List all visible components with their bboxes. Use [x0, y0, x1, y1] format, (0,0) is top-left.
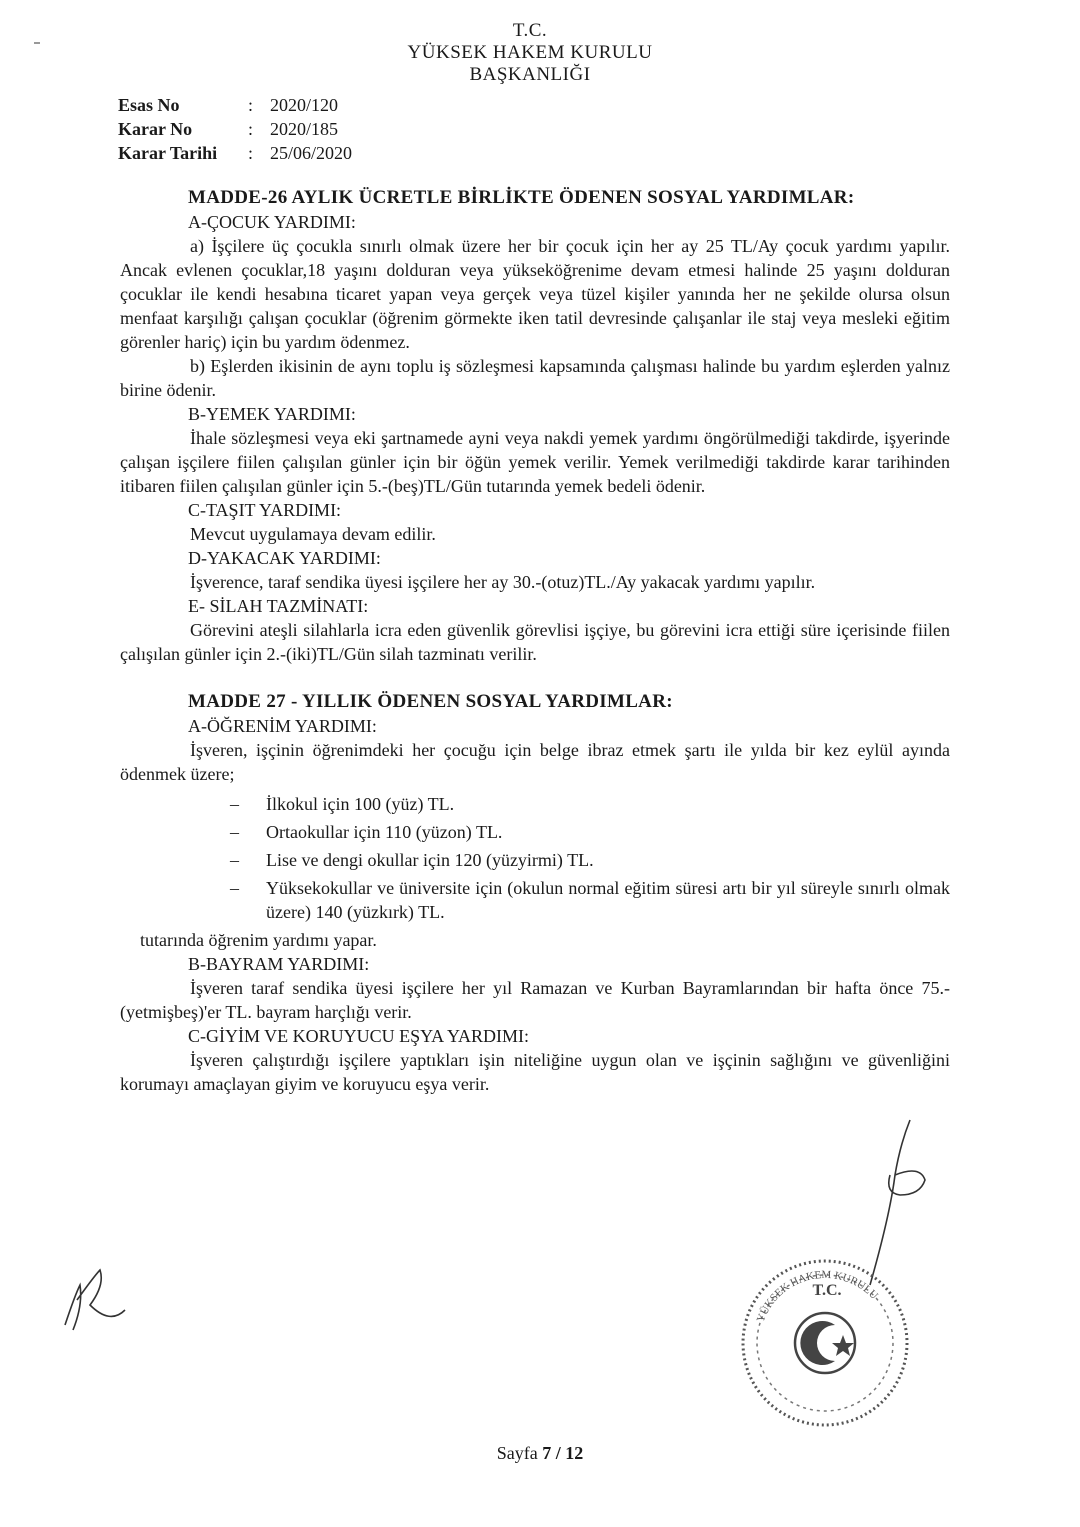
document-body	[120, 186, 950, 1096]
meta-colon: :	[248, 143, 254, 163]
stamp-ring-path: YÜKSEK HAKEM KURULU	[754, 1268, 881, 1324]
header-line-presidency: BAŞKANLIĞI	[469, 64, 591, 85]
stamp-tc-text: T.C.	[812, 1282, 842, 1299]
page-label: Sayfa	[496, 1443, 538, 1463]
list-item: – İlkokul için 100 (yüz) TL.	[230, 792, 950, 816]
meta-value: 25/06/2020	[270, 143, 353, 163]
document-header	[380, 20, 680, 86]
transport-aid-heading: C-TAŞIT YARDIMI:	[188, 500, 342, 520]
fuel-aid-heading: D-YAKACAK YARDIMI:	[188, 548, 381, 568]
child-aid-paragraph-a: a) İşçilere üç çocukla sınırlı olmak üzere her bir çocuk için her ay 25 TL/Ay çocuk yardımı yapılır. Ancak evlenen çocuklar,18 yaşını dolduran veya yükseköğrenime devam etmesi halinde 25 yaşını dolduran çocuklar ile kendi hesabına ticaret yapan veya gerçek veya tüzel kişiler yanında her ne şekilde olursa olsun menfaat karşılığı çalışan çocuklar (öğrenim görmekte iken tatil devresinde çalışanlar ile staj veya mesleki eğitim görenler hariç) için bu yardım ödenmez.	[120, 236, 950, 352]
meta-label: Esas No	[118, 95, 180, 115]
meta-colon: :	[248, 95, 254, 115]
child-aid-paragraph-b: b) Eşlerden ikisinin de aynı toplu iş sözleşmesi kapsamında çalışması halinde bu yardım eşlerden yalnız birine ödenir.	[120, 356, 950, 400]
meta-row-esas	[118, 93, 352, 117]
official-seal-stamp	[735, 1255, 915, 1430]
clothing-aid-heading: C-GİYİM VE KORUYUCU EŞYA YARDIMI:	[188, 1026, 530, 1046]
article-26-title: MADDE-26 AYLIK ÜCRETLE BİRLİKTE ÖDENEN SOSYAL YARDIMLAR:	[188, 187, 855, 208]
fuel-aid-paragraph: İşverence, taraf sendika üyesi işçilere her ay 30.-(otuz)TL./Ay yakacak yardımı yapılır.	[190, 572, 816, 592]
weapon-compensation-heading: E- SİLAH TAZMİNATI:	[188, 596, 369, 616]
holiday-aid-paragraph: İşveren taraf sendika üyesi işçilere her yıl Ramazan ve Kurban Bayramlarından bir hafta önce 75.-(yetmişbeş)'er TL. bayram harçlığı verir.	[120, 978, 950, 1022]
transport-aid-paragraph: Mevcut uygulamaya devam edilir.	[190, 524, 436, 544]
meta-colon: :	[248, 119, 254, 139]
section-gap	[120, 666, 950, 690]
list-item: – Ortaokullar için 110 (yüzon) TL.	[230, 820, 950, 844]
meta-row-karar	[118, 117, 352, 141]
header-line-institution: YÜKSEK HAKEM KURULU	[407, 42, 653, 63]
holiday-aid-heading: B-BAYRAM YARDIMI:	[188, 954, 370, 974]
education-aid-paragraph: İşveren, işçinin öğrenimdeki her çocuğu için belge ibraz etmek şartı ile yılda bir kez eylül ayında ödenmek üzere;	[120, 740, 950, 784]
page-number: 7 / 12	[542, 1443, 584, 1463]
list-item: – Lise ve dengi okullar için 120 (yüzyirmi) TL.	[230, 848, 950, 872]
meta-label: Karar Tarihi	[118, 143, 218, 163]
page-footer	[0, 1443, 1080, 1464]
meta-value: 2020/120	[270, 95, 339, 115]
meta-label: Karar No	[118, 119, 193, 139]
clothing-aid-paragraph: İşveren çalıştırdığı işçilere yaptıkları işin niteliğine uygun olan ve işçinin sağlığını ve güvenliğini korumayı amaçlayan giyim ve koruyucu eşya verir.	[120, 1050, 950, 1094]
meal-aid-paragraph: İhale sözleşmesi veya eki şartnamede ayni veya nakdi yemek yardımı öngörülmediği takdirde, işyerinde çalışan işçilere fiilen çalışılan günler için bir öğün yemek verilir. Yemek verilmediği takdirde karar tarihinden itibaren fiilen çalışılan günler için 5.-(beş)TL/Gün tutarında yemek bedeli ödenir.	[120, 428, 950, 496]
scan-speck	[34, 42, 40, 44]
meta-row-tarih	[118, 141, 352, 165]
child-aid-heading: A-ÇOCUK YARDIMI:	[188, 212, 356, 232]
article-27-title: MADDE 27 - YILLIK ÖDENEN SOSYAL YARDIMLAR:	[188, 691, 673, 712]
header-line-tc: T.C.	[512, 20, 548, 41]
weapon-compensation-paragraph: Görevini ateşli silahlarla icra eden güvenlik görevlisi işçiye, bu görevini icra ettiği süre içerisinde fiilen çalışılan günler için 2.-(iki)TL/Gün silah tazminatı verilir.	[120, 620, 950, 664]
list-item: – Yüksekokullar ve üniversite için (okulun normal eğitim süresi artı bir yıl süreyle sınırlı olmak üzere) 140 (yüzkırk) TL.	[230, 876, 950, 924]
meta-value: 2020/185	[270, 119, 339, 139]
case-metadata	[118, 93, 352, 165]
education-aid-tail: tutarında öğrenim yardımı yapar.	[140, 930, 377, 950]
education-aid-heading: A-ÖĞRENİM YARDIMI:	[188, 716, 377, 736]
meal-aid-heading: B-YEMEK YARDIMI:	[188, 404, 356, 424]
initials-signature	[55, 1255, 135, 1335]
education-aid-list	[230, 792, 950, 924]
